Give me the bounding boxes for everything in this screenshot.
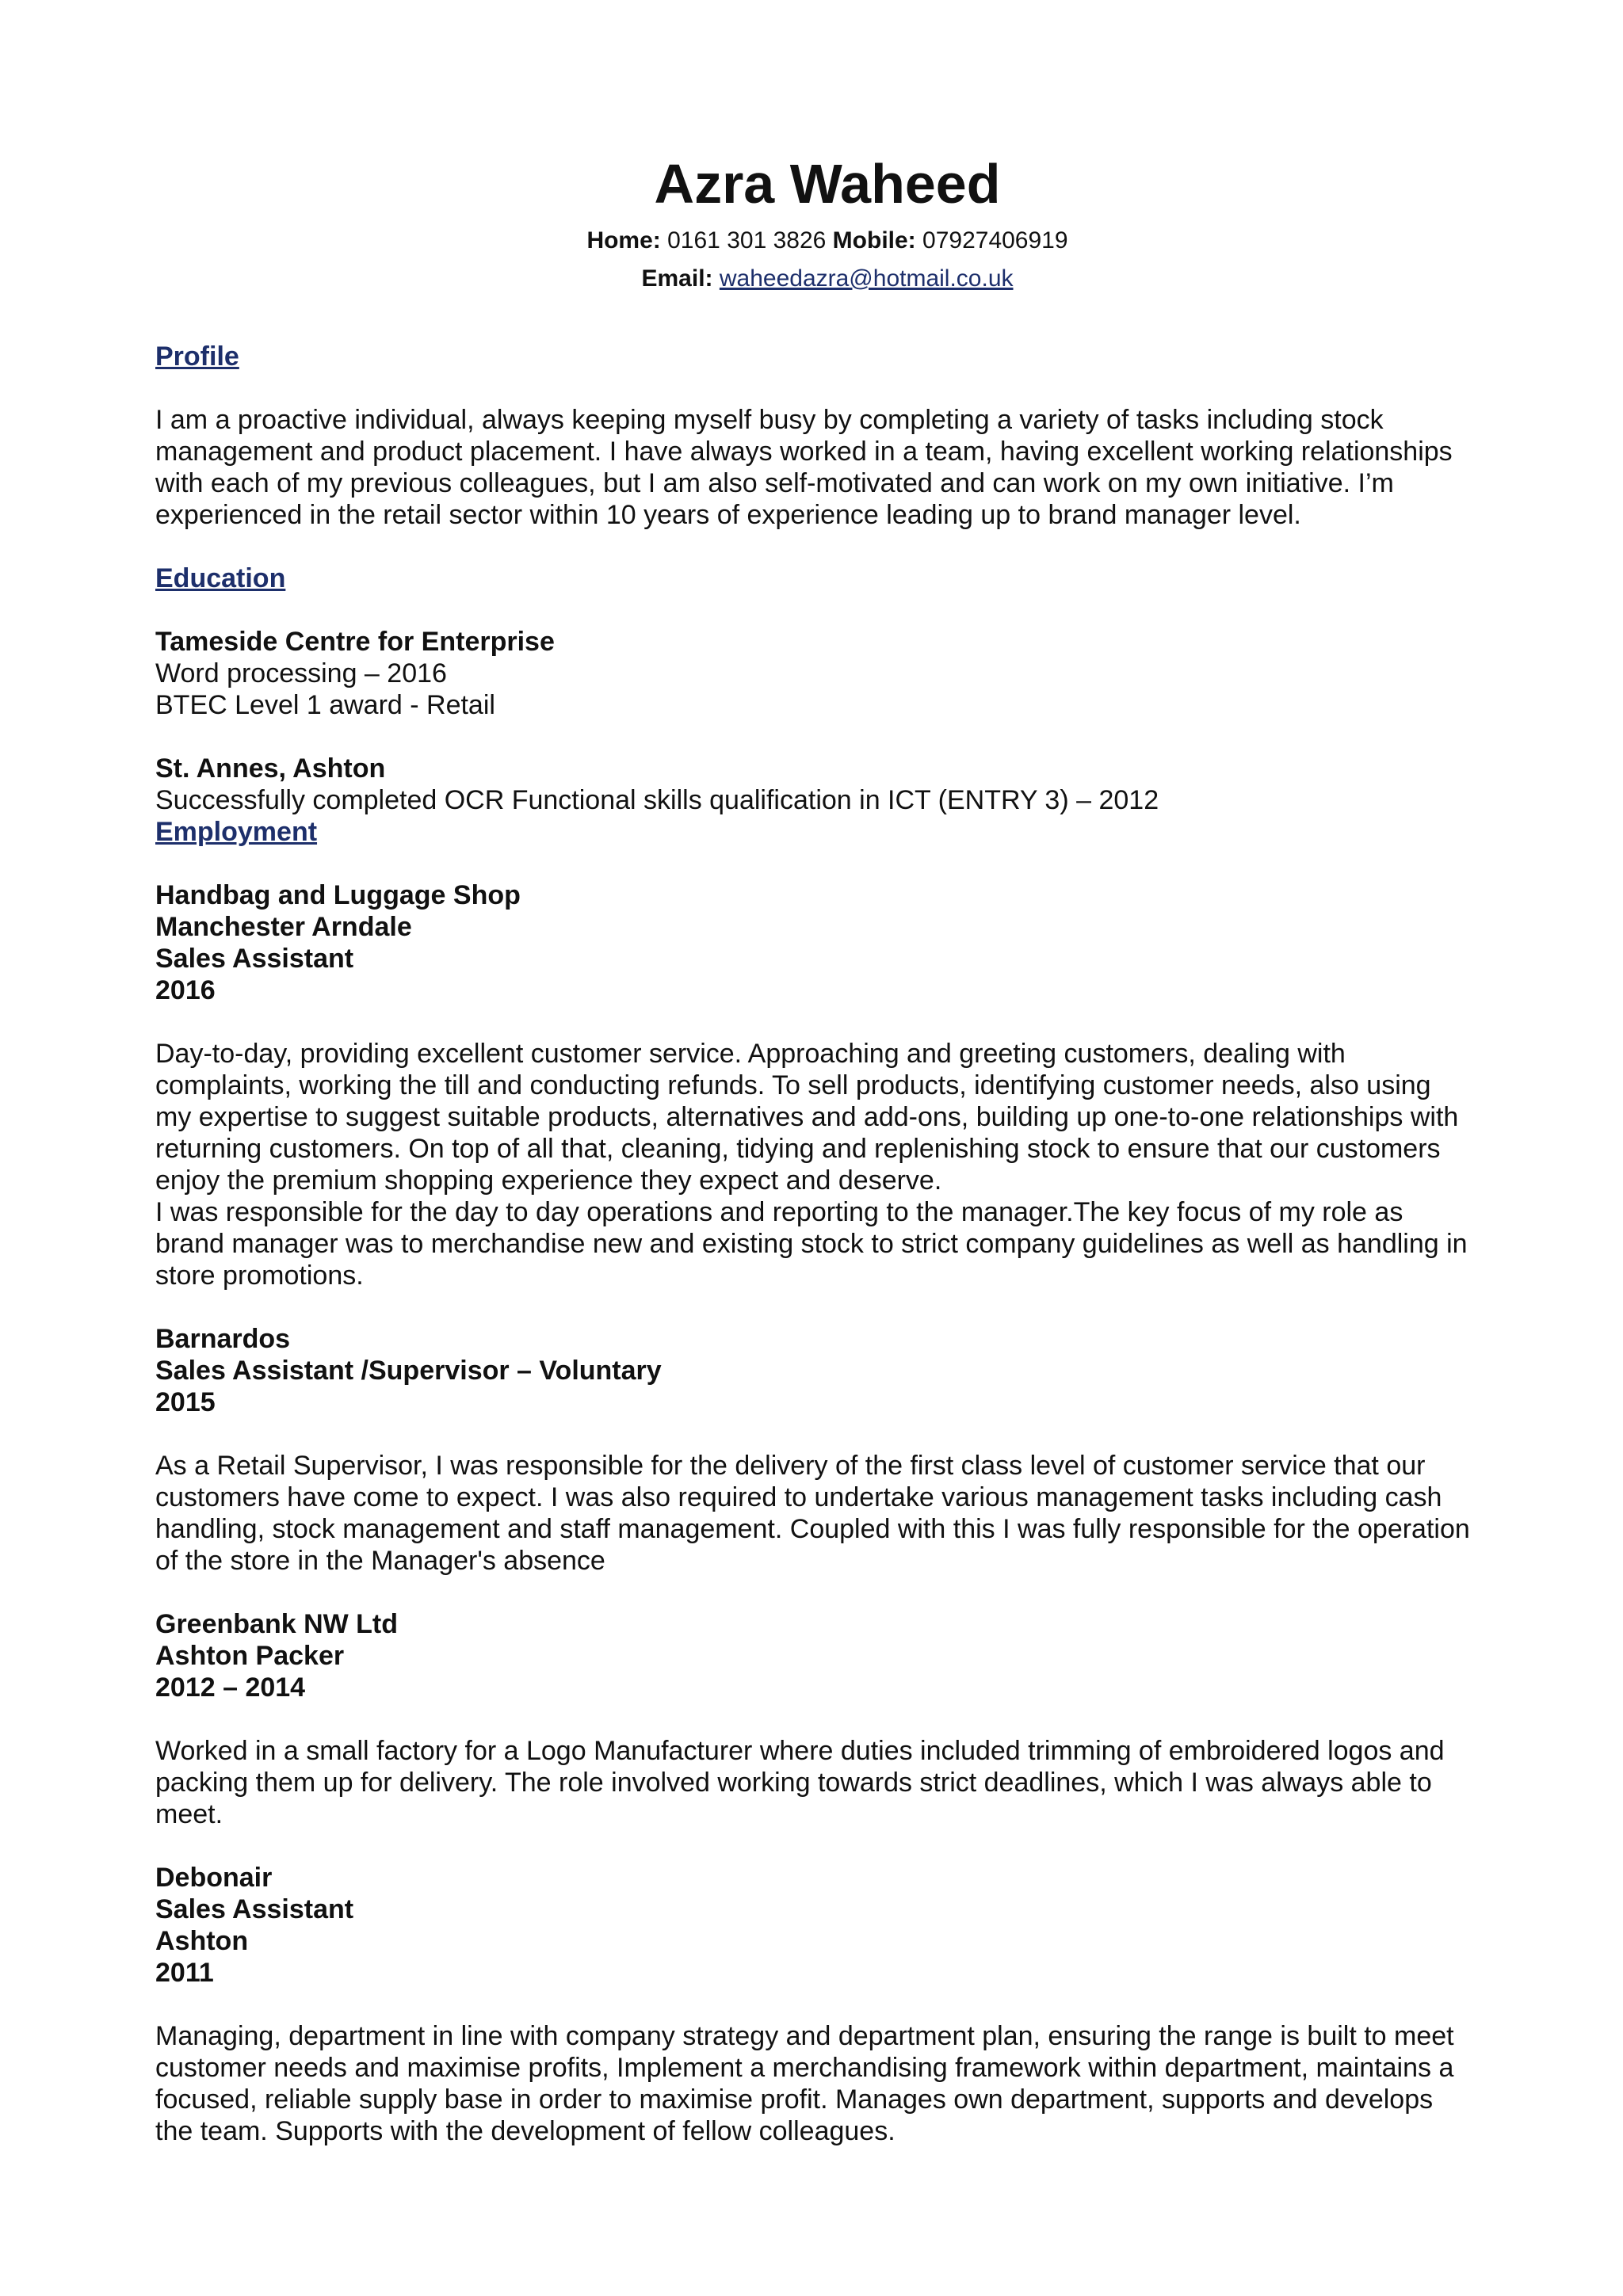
- education-item: Successfully completed OCR Functional skills qualification in ICT (ENTRY 3) – 2012: [155, 785, 1159, 815]
- job-year: 2011: [155, 1958, 214, 1988]
- employer-name: Handbag and Luggage Shop: [155, 880, 521, 910]
- education-institution: St. Annes, Ashton: [155, 753, 386, 784]
- education-heading: Education: [155, 563, 286, 593]
- phone-line: [155, 222, 1471, 260]
- profile-text: I am a proactive individual, always keeping myself busy by completing a variety of tasks including stock management and product placement. I have always worked in a team, having excellent working relationships with each of my previous colleagues, but I am also self-motivated and can work on my own initiative. I’m experienced in the retail sector within 10 years of experience leading up to brand manager level.: [155, 405, 1453, 530]
- job-title: Sales Assistant /Supervisor – Voluntary: [155, 1356, 662, 1386]
- home-phone: 0161 301 3826: [667, 227, 827, 254]
- employer-name: Debonair: [155, 1863, 273, 1893]
- job-year: 2015: [155, 1387, 216, 1417]
- employer-name: Greenbank NW Ltd: [155, 1609, 399, 1639]
- employment-entry: [155, 1608, 1471, 1830]
- job-year: 2016: [155, 975, 216, 1005]
- home-label: Home:: [586, 227, 661, 254]
- profile-heading: Profile: [155, 341, 239, 372]
- mobile-phone: 07927406919: [922, 227, 1068, 254]
- cv-page: [155, 151, 1471, 2147]
- employer-location: Ashton: [155, 1926, 249, 1956]
- employment-entry: [155, 1862, 1471, 2147]
- job-description: Managing, department in line with company strategy and department plan, ensuring the range is built to meet customer needs and maximise profits, Implement a merchandising framework within department, maintains a focused, reliable supply base in order to maximise profit. Manages own department, supports and develops the team. Supports with the development of fellow colleagues.: [155, 2021, 1454, 2146]
- employment-entry: [155, 1323, 1471, 1577]
- email-label: Email:: [641, 265, 713, 292]
- job-title: Sales Assistant: [155, 944, 354, 974]
- employment-entry: [155, 879, 1471, 1291]
- email-line: [155, 260, 1471, 298]
- employer-location: Manchester Arndale: [155, 912, 412, 942]
- job-title: Ashton Packer: [155, 1641, 345, 1671]
- mobile-label: Mobile:: [832, 227, 916, 254]
- job-year: 2012 – 2014: [155, 1672, 306, 1703]
- education-item: Word processing – 2016: [155, 658, 447, 688]
- email-link[interactable]: waheedazra@hotmail.co.uk: [719, 265, 1014, 292]
- education-item: BTEC Level 1 award - Retail: [155, 690, 495, 720]
- employer-name: Barnardos: [155, 1324, 291, 1354]
- job-description: Day-to-day, providing excellent customer service. Approaching and greeting customers, dealing with complaints, working the till and conducting refunds. To sell products, identifying customer needs, also using my expertise to suggest suitable products, alternatives and add-ons, building up one-to-one relationships with returning customers. On top of all that, cleaning, tidying and replenishing stock to ensure that our customers enjoy the premium shopping experience they expect and deserve.: [155, 1039, 1459, 1196]
- job-title: Sales Assistant: [155, 1894, 354, 1924]
- job-description: As a Retail Supervisor, I was responsible for the delivery of the first class level of customer service that our customers have come to expect. I was also required to undertake various management tasks including cash handling, stock management and staff management. Coupled with this I was fully responsible for the operation of the store in the Manager's absence: [155, 1451, 1470, 1576]
- education-institution: Tameside Centre for Enterprise: [155, 627, 555, 657]
- candidate-name: Azra Waheed: [654, 153, 1001, 215]
- education-entry: [155, 753, 1471, 816]
- job-description: Worked in a small factory for a Logo Manufacturer where duties included trimming of embroidered logos and packing them up for delivery. The role involved working towards strict deadlines, which I was always able to meet.: [155, 1736, 1445, 1829]
- employment-heading: Employment: [155, 817, 318, 847]
- education-entry: [155, 626, 1471, 721]
- job-description-extra: I was responsible for the day to day operations and reporting to the manager.The key focus of my role as brand manager was to merchandise new and existing stock to strict company guidelines as well as handling in store promotions.: [155, 1197, 1468, 1291]
